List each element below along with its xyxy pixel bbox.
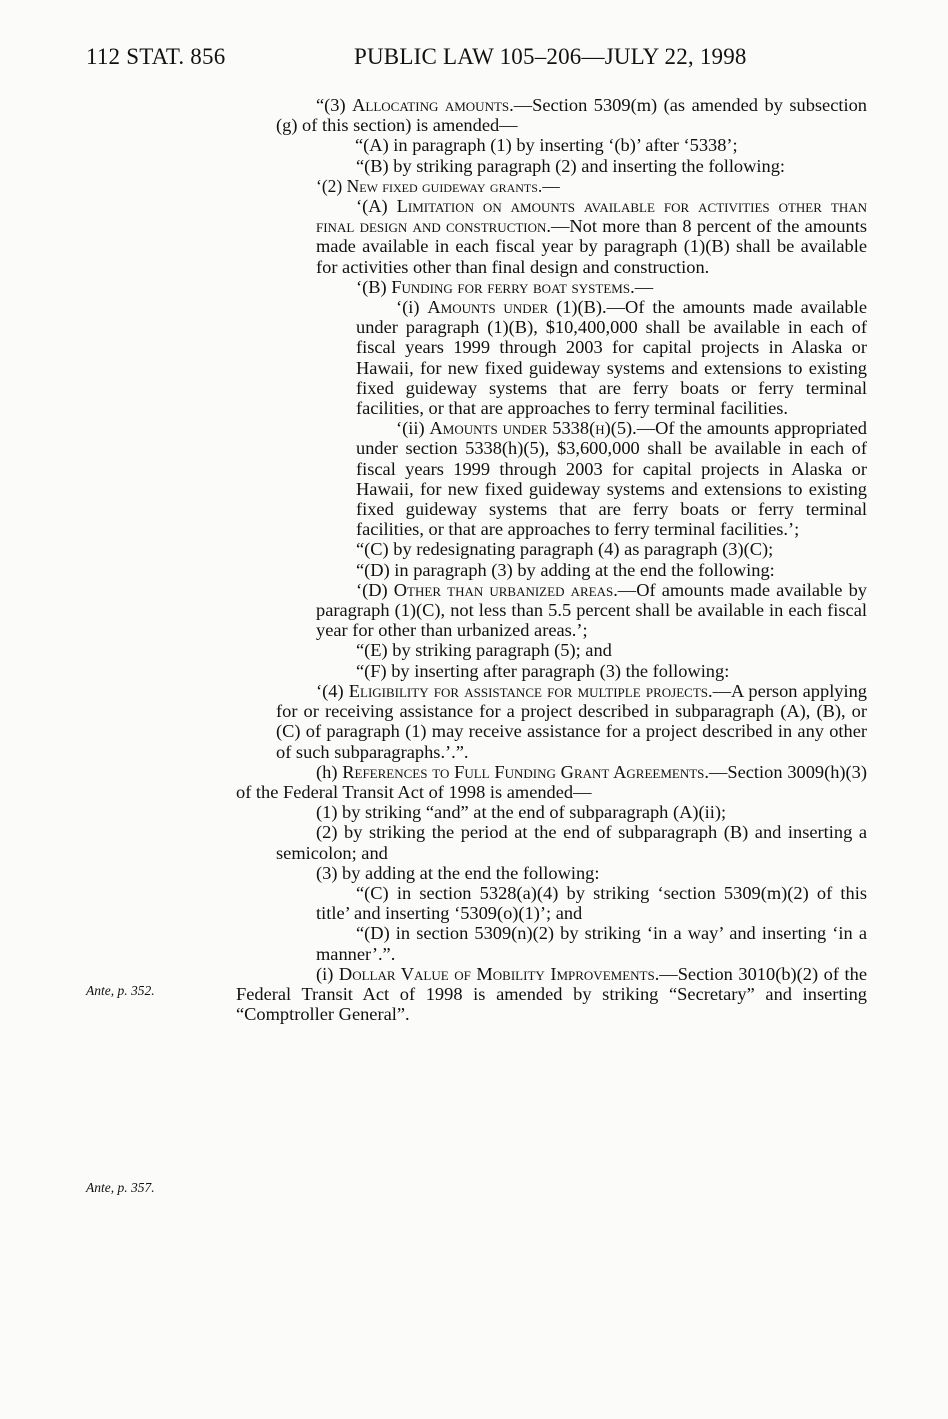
- paragraph: (3) by adding at the end the following:: [316, 862, 600, 883]
- statute-citation: 112 STAT. 856: [86, 44, 226, 69]
- paragraph: “(E) by striking paragraph (5); and: [356, 640, 612, 661]
- paragraph: “(D) in paragraph (3) by adding at the end the following:: [356, 559, 775, 580]
- paragraph: (h) References to Full Funding Grant Agreements.—Section 3009(h)(3) of the Federal Transit Act of 1998 is amended—: [236, 761, 867, 802]
- paragraph: ‘(B) Funding for ferry boat systems.—: [356, 276, 654, 297]
- paragraph: ‘(D) Other than urbanized areas.—Of amounts made available by paragraph (1)(C), not less than 5.5 percent shall be available in each fiscal year for other than urbanized areas.’;: [316, 579, 867, 641]
- paragraph: (i) Dollar Value of Mobility Improvements.—Section 3010(b)(2) of the Federal Transit Act of 1998 is amended by striking “Secretary” and inserting “Comptroller General”.: [236, 963, 867, 1025]
- paragraph: ‘(A) Limitation on amounts available for activities other than final design and construction.—Not more than 8 percent of the amounts made available in each fiscal year by paragraph (1)(B) shall be available for activities other than final design and construction.: [316, 196, 867, 277]
- paragraph: “(C) in section 5328(a)(4) by striking ‘section 5309(m)(2) of this title’ and inserting ‘5309(o)(1)’; and: [316, 882, 867, 924]
- margin-note: Ante, p. 357.: [86, 1180, 155, 1195]
- margin-note: Ante, p. 352.: [86, 983, 155, 998]
- paragraph: ‘(4) Eligibility for assistance for multiple projects.—A person applying for or receiving assistance for a project described in subparagraph (A), (B), or (C) of paragraph (1) may receive assistance for a project described in any other of such subparagraphs.’.”.: [276, 680, 868, 762]
- paragraph: (1) by striking “and” at the end of subparagraph (A)(ii);: [316, 802, 727, 823]
- paragraph: “(F) by inserting after paragraph (3) the following:: [356, 660, 730, 681]
- paragraph: “(C) by redesignating paragraph (4) as paragraph (3)(C);: [356, 539, 774, 560]
- paragraph: “(B) by striking paragraph (2) and inserting the following:: [356, 155, 786, 176]
- paragraph: “(3) Allocating amounts.—Section 5309(m) (as amended by subsection (g) of this section) is amended—: [276, 95, 867, 136]
- paragraph: ‘(2) New fixed guideway grants.—: [316, 175, 560, 196]
- paragraph: “(D) in section 5309(n)(2) by striking ‘in a way’ and inserting ‘in a manner’.”.: [316, 923, 867, 964]
- paragraph: “(A) in paragraph (1) by inserting ‘(b)’ after ‘5338’;: [355, 135, 738, 156]
- running-title: PUBLIC LAW 105–206—JULY 22, 1998: [354, 44, 747, 69]
- paragraph: (2) by striking the period at the end of subparagraph (B) and inserting a semicolon; and: [276, 822, 867, 863]
- document-body: [236, 95, 868, 1025]
- paragraph: ‘(ii) Amounts under 5338(h)(5).—Of the amounts appropriated under section 5338(h)(5), $3,600,000 shall be available in each of fiscal years 1999 through 2003 for capital projects in Alaska or Hawaii, for new fixed guideway systems and extensions to existing fixed guideway systems that are ferry boats or ferry terminal facilities, or that are approaches to ferry terminal facilities.’;: [356, 418, 867, 540]
- paragraph: ‘(i) Amounts under (1)(B).—Of the amounts made available under paragraph (1)(B), $10,400,000 shall be available in each of fiscal years 1999 through 2003 for capital projects in Alaska or Hawaii, for new fixed guideway systems and extensions to existing fixed guideway systems that are ferry boats or ferry terminal facilities, or that are approaches to ferry terminal facilities.: [356, 297, 867, 419]
